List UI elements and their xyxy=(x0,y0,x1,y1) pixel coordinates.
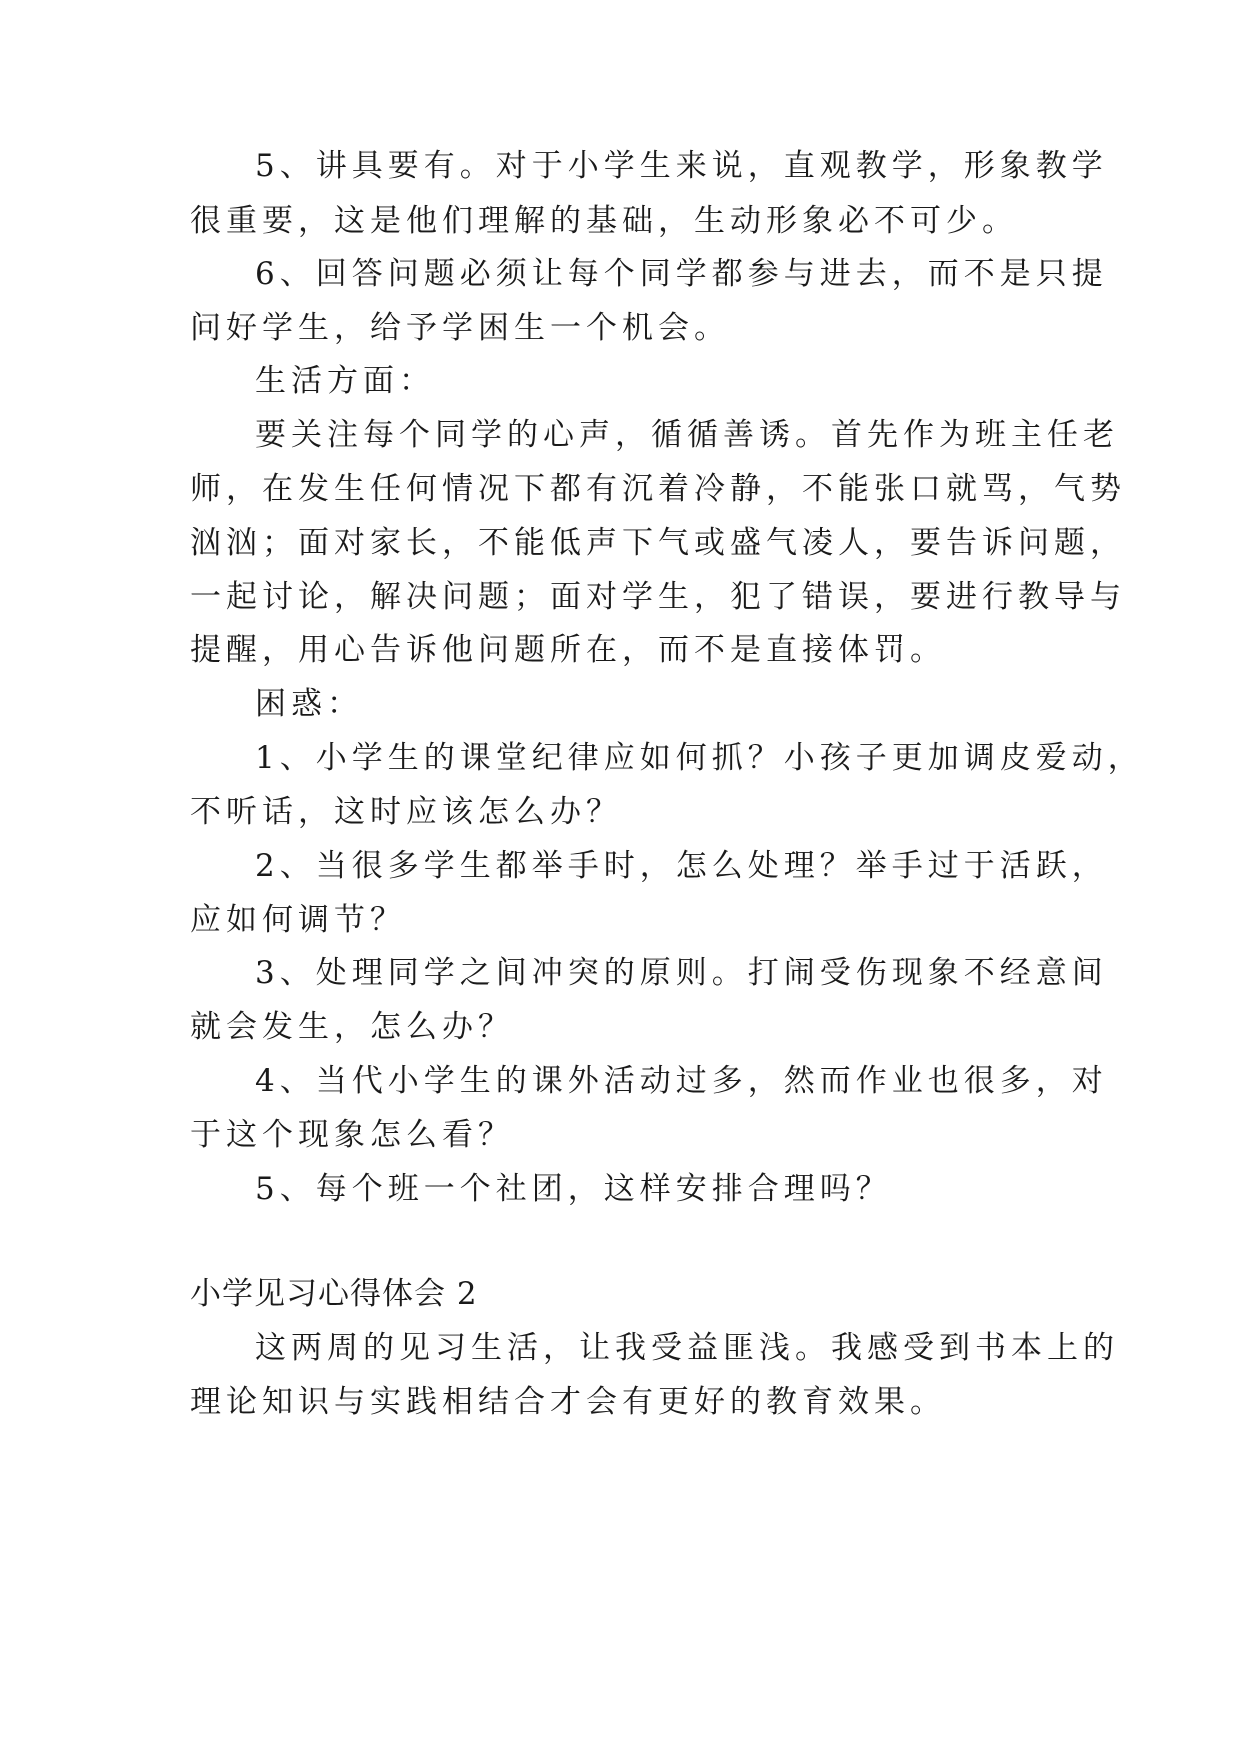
paragraph-line: 理论知识与实践相结合才会有更好的教育效果。 xyxy=(190,1384,946,1420)
paragraph-line: 提醒，用心告诉他问题所在，而不是直接体罚。 xyxy=(190,632,946,668)
paragraph-line: 问好学生，给予学困生一个机会。 xyxy=(190,310,730,346)
paragraph-line: 2、当很多学生都举手时，怎么处理？举手过于活跃， xyxy=(255,848,1108,884)
section-heading: 生活方面： xyxy=(255,363,435,399)
section-heading: 困惑： xyxy=(255,686,363,722)
paragraph-line: 要关注每个同学的心声，循循善诱。首先作为班主任老 xyxy=(255,417,1119,453)
paragraph-line: 很重要，这是他们理解的基础，生动形象必不可少。 xyxy=(190,203,1018,239)
paragraph-line: 1、小学生的课堂纪律应如何抓？小孩子更加调皮爱动， xyxy=(255,740,1144,776)
paragraph-line: 6、回答问题必须让每个同学都参与进去，而不是只提 xyxy=(255,256,1108,292)
paragraph-line: 不听话，这时应该怎么办？ xyxy=(190,794,622,830)
paragraph-line: 师，在发生任何情况下都有沉着冷静，不能张口就骂，气势 xyxy=(190,471,1126,507)
paragraph-line: 这两周的见习生活，让我受益匪浅。我感受到书本上的 xyxy=(255,1330,1119,1366)
paragraph-line: 一起讨论，解决问题；面对学生，犯了错误，要进行教导与 xyxy=(190,579,1126,615)
paragraph-line: 3、处理同学之间冲突的原则。打闹受伤现象不经意间 xyxy=(255,955,1108,991)
paragraph-line: 于这个现象怎么看？ xyxy=(190,1117,514,1153)
paragraph-line: 应如何调节？ xyxy=(190,902,406,938)
paragraph-line: 就会发生，怎么办？ xyxy=(190,1009,514,1045)
paragraph-line: 4、当代小学生的课外活动过多，然而作业也很多，对 xyxy=(255,1063,1108,1099)
section-title: 小学见习心得体会 2 xyxy=(190,1276,478,1312)
paragraph-line: 5、每个班一个社团，这样安排合理吗？ xyxy=(255,1171,892,1207)
paragraph-line: 汹汹；面对家长，不能低声下气或盛气凌人，要告诉问题， xyxy=(190,525,1126,561)
paragraph-line: 5、讲具要有。对于小学生来说，直观教学，形象教学 xyxy=(255,148,1108,184)
